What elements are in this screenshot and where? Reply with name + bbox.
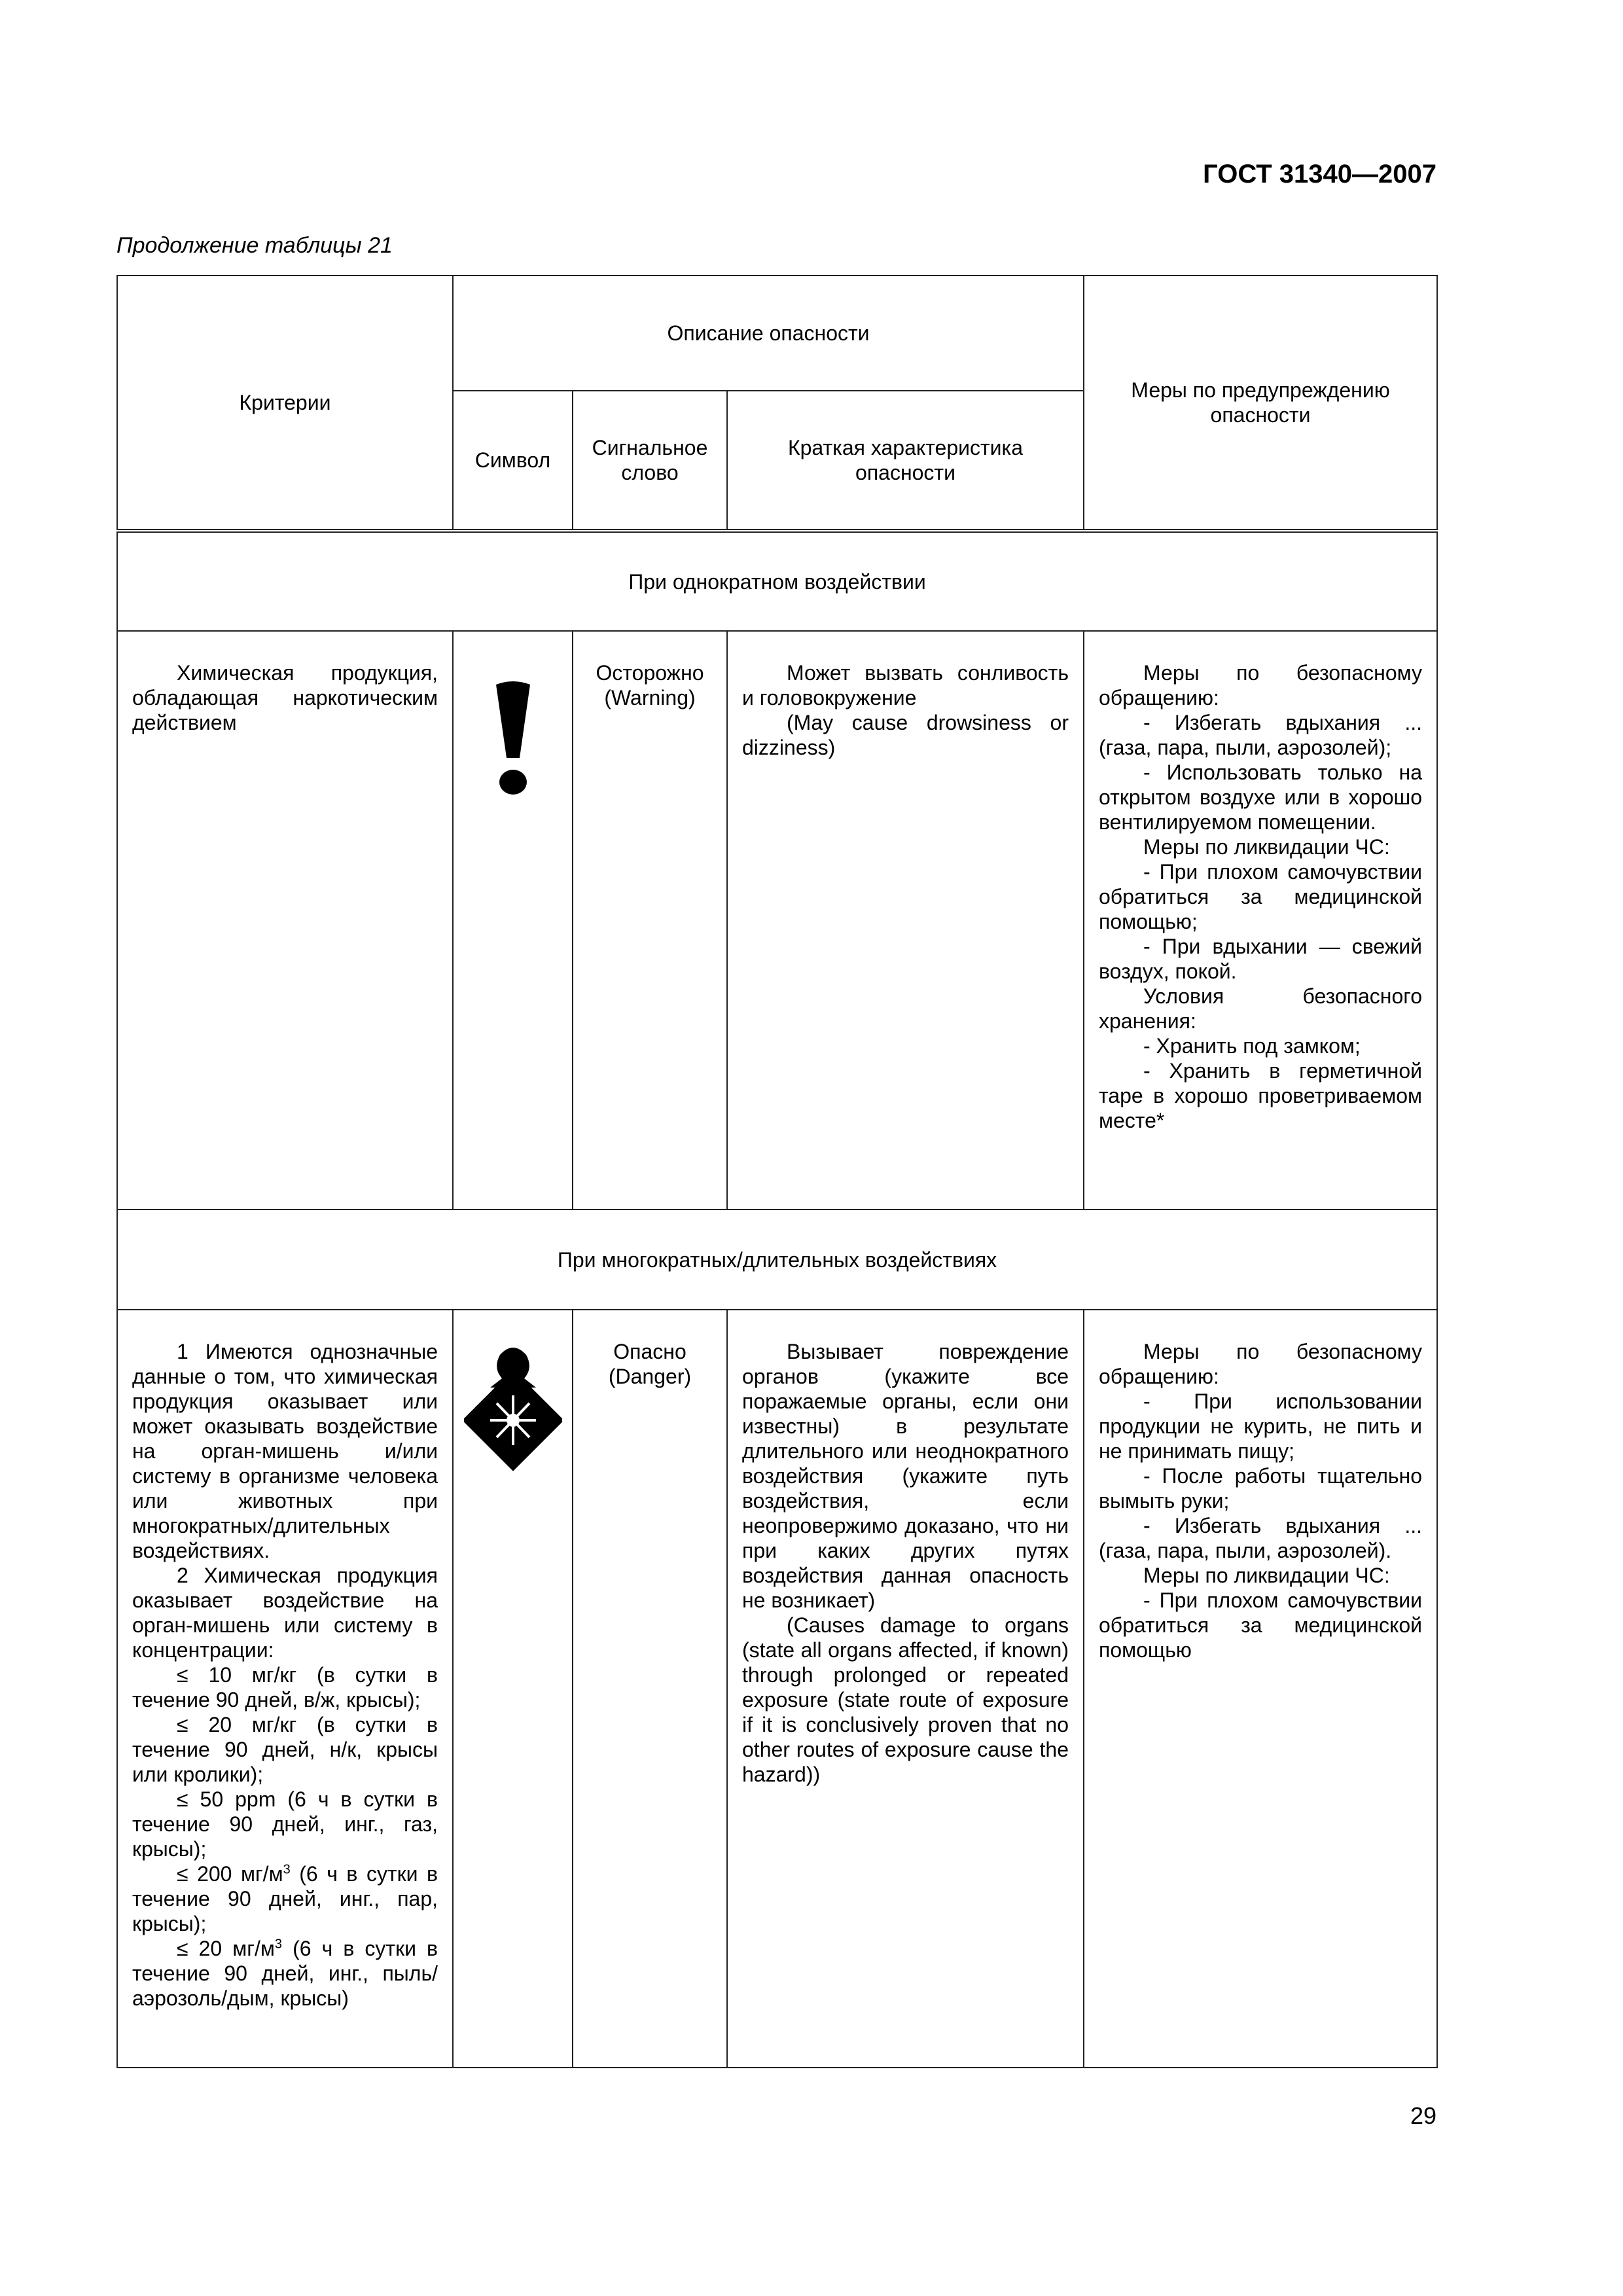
criteria-cell <box>117 1310 453 2068</box>
signal-word: Осторожно (Warning) <box>596 661 704 709</box>
precaution-line: Меры по безопасному обращению: <box>1099 1340 1422 1388</box>
precautions-cell <box>1084 1310 1437 2068</box>
criteria-line: ≤ 20 $мг/м^3$ (6 ч в сутки в течение 90 дней, инг., пыль/аэрозоль/дым, крысы) <box>132 1937 438 2010</box>
description-en: (Causes damage to organs (state all organs affected, if known) through prolonged or repeated exposure (state route of exposure if it is conclusively proven that no other routes of exposure cause the hazard)) <box>742 1613 1069 1786</box>
precaution-line: - При плохом самочувствии обратиться за медицинской помощью; <box>1099 860 1422 933</box>
exclamation-mark-icon <box>493 681 533 798</box>
page-number: 29 <box>1410 2102 1436 2129</box>
table-caption: Продолжение таблицы 21 <box>116 233 393 258</box>
criteria-line: 1 Имеются однозначные данные о том, что химическая продукция оказывает или может оказывать воздействие на орган-мишень и/или систему в организме человека или животных при многократных/длительных воздействиях. <box>132 1340 438 1562</box>
header-short-description: Краткая характеристика опасности <box>727 391 1084 531</box>
criteria-line: ≤ 10 мг/кг (в сутки в течение 90 дней, в/ж, крысы); <box>132 1663 438 1712</box>
header-hazard-description: Описание опасности <box>453 276 1084 391</box>
description-cell <box>727 631 1084 1210</box>
document-id: ГОСТ 31340—2007 <box>1203 160 1436 188</box>
criteria-line: ≤ 50 ppm (6 ч в сутки в течение 90 дней, инг., газ, крысы); <box>132 1787 438 1861</box>
precaution-line: - Использовать только на открытом воздухе или в хорошо вентилируемом помещении. <box>1099 761 1422 834</box>
section-title-single-exposure: При однократном воздействии <box>117 531 1437 631</box>
precaution-line: - При плохом самочувствии обратиться за медицинской помощью <box>1099 1588 1422 1662</box>
precaution-line: - Хранить в герметичной таре в хорошо проветриваемом месте* <box>1099 1059 1422 1132</box>
health-hazard-icon <box>464 1335 562 1473</box>
header-signal-word: Сигнальное слово <box>573 391 727 531</box>
symbol-cell <box>453 631 573 1210</box>
criteria-line: ≤ 200 $мг/м^3$ (6 ч в сутки в течение 90 дней, инг., пар, крысы); <box>132 1862 438 1935</box>
precaution-line: Меры по ликвидации ЧС: <box>1143 835 1390 859</box>
precaution-line: Меры по ликвидации ЧС: <box>1143 1564 1390 1587</box>
description-cell <box>727 1310 1084 2068</box>
description-ru: Может вызвать сонливость и головокружение <box>742 661 1069 709</box>
precaution-line: - При использовании продукции не курить, не пить и не принимать пищу; <box>1099 1390 1422 1463</box>
symbol-cell <box>453 1310 573 2068</box>
precaution-line: - Хранить под замком; <box>1143 1034 1361 1058</box>
description-ru: Вызывает повреждение органов (укажите все поражаемые органы, если они известны) в результате длительного или неоднократного воздействия (укажите путь воздействия, если неопровержимо доказано, что ни при каких других путях воздействия данная опасность не возникает) <box>742 1340 1069 1612</box>
precaution-line: Меры по безопасному обращению: <box>1099 661 1422 709</box>
precautions-cell <box>1084 631 1437 1210</box>
criteria-text: Химическая продукция, обладающая наркотическим действием <box>132 661 438 734</box>
criteria-cell <box>117 631 453 1210</box>
section-title-repeated-exposure: При многократных/длительных воздействиях <box>117 1210 1437 1310</box>
description-en: (May cause drowsiness or dizziness) <box>742 711 1069 759</box>
precaution-line: - Избегать вдыхания ... (газа, пара, пыли, аэрозолей). <box>1099 1514 1422 1562</box>
signal-word-cell <box>573 631 727 1210</box>
header-criteria: Критерии <box>117 276 453 531</box>
criteria-line: ≤ 20 мг/кг (в сутки в течение 90 дней, н/к, крысы или кролики); <box>132 1713 438 1786</box>
signal-word-cell <box>573 1310 727 2068</box>
hazard-table <box>116 275 1438 2068</box>
precaution-line: Условия безопасного хранения: <box>1099 984 1422 1033</box>
precaution-line: - При вдыхании — свежий воздух, покой. <box>1099 935 1422 983</box>
header-symbol: Символ <box>453 391 573 531</box>
signal-word: Опасно (Danger) <box>608 1340 692 1388</box>
precaution-line: - После работы тщательно вымыть руки; <box>1099 1464 1422 1513</box>
header-precautions: Меры по предупреждению опасности <box>1084 276 1437 531</box>
criteria-line: 2 Химическая продукция оказывает воздействие на орган-мишень или систему в концентрации: <box>132 1564 438 1662</box>
precaution-line: - Избегать вдыхания ... (газа, пара, пыли, аэрозолей); <box>1099 711 1422 759</box>
